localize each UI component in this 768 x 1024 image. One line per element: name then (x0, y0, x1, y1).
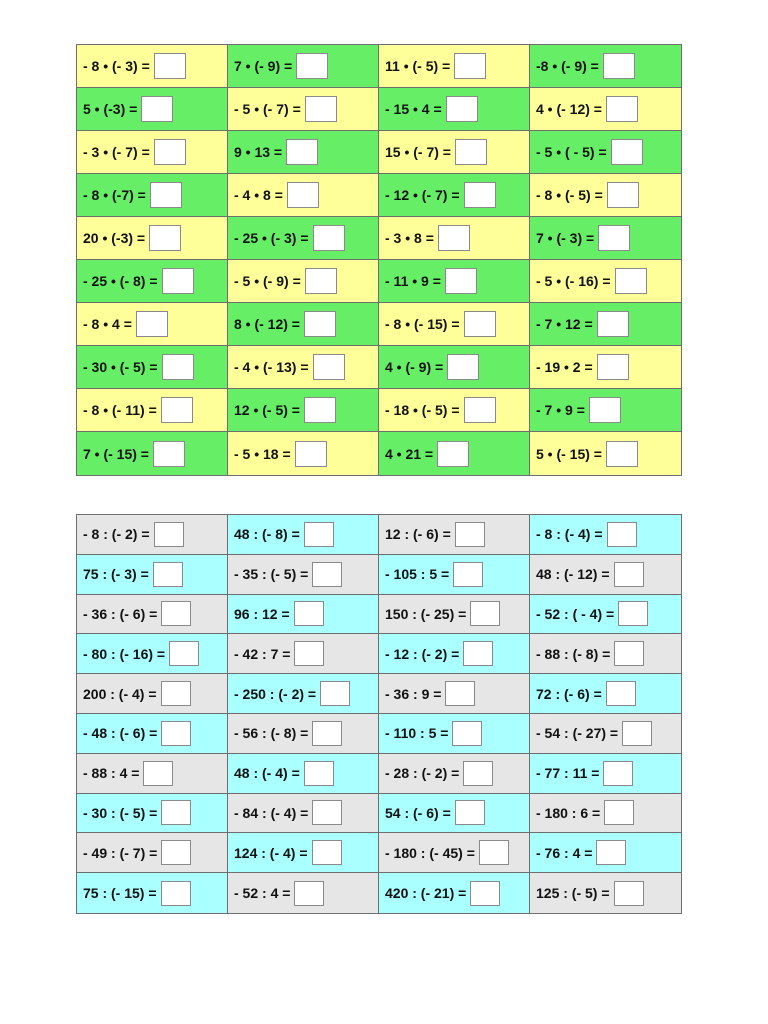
answer-box[interactable] (614, 562, 644, 587)
answer-box[interactable] (438, 225, 470, 251)
answer-box[interactable] (606, 681, 636, 706)
division-expression: - 180 : (- 45) = (385, 844, 475, 861)
answer-box[interactable] (615, 268, 647, 294)
division-cell (530, 674, 681, 714)
multiplication-expression: - 12 • (- 7) = (385, 187, 460, 203)
answer-box[interactable] (455, 139, 487, 165)
multiplication-expression: 7 • (- 15) = (83, 445, 149, 462)
multiplication-expression: - 15 • 4 = (385, 101, 442, 117)
answer-box[interactable] (453, 562, 483, 587)
division-expression: 96 : 12 = (234, 605, 290, 622)
answer-box[interactable] (312, 800, 342, 825)
division-expression: - 180 : 6 = (536, 804, 601, 821)
answer-box[interactable] (313, 225, 345, 251)
answer-box[interactable] (169, 641, 199, 666)
answer-box[interactable] (161, 721, 191, 746)
division-expression: - 12 : (- 2) = (385, 645, 460, 662)
answer-box[interactable] (154, 53, 186, 79)
multiplication-cell (228, 260, 379, 303)
division-cell (379, 515, 530, 555)
division-cell (77, 595, 228, 635)
division-expression: - 28 : (- 2) = (385, 765, 460, 782)
division-expression: - 42 : 7 = (234, 645, 291, 662)
multiplication-cell (530, 260, 681, 303)
multiplication-expression: - 8 • (- 15) = (385, 316, 460, 332)
multiplication-cell (228, 131, 379, 174)
answer-box[interactable] (463, 761, 493, 786)
answer-box[interactable] (618, 601, 648, 626)
multiplication-cell (530, 45, 681, 88)
division-expression: - 105 : 5 = (385, 566, 450, 583)
answer-box[interactable] (445, 681, 475, 706)
division-cell (530, 515, 681, 555)
multiplication-expression: - 5 • ( - 5) = (536, 144, 607, 160)
division-expression: - 56 : (- 8) = (234, 725, 309, 742)
answer-box[interactable] (286, 139, 318, 165)
multiplication-cell (77, 131, 228, 174)
multiplication-cell (379, 131, 530, 174)
multiplication-cell (77, 260, 228, 303)
multiplication-expression: - 11 • 9 = (385, 273, 441, 289)
division-expression: - 250 : (- 2) = (234, 685, 317, 702)
multiplication-expression: 4 • (- 9) = (385, 359, 444, 375)
division-cell (77, 555, 228, 595)
answer-box[interactable] (603, 761, 633, 786)
division-cell (530, 634, 681, 674)
division-expression: - 30 : (- 5) = (83, 804, 158, 821)
division-cell (77, 634, 228, 674)
multiplication-cell (379, 88, 530, 131)
answer-box[interactable] (312, 721, 342, 746)
multiplication-cell (77, 346, 228, 389)
answer-box[interactable] (294, 881, 324, 906)
division-expression: - 54 : (- 27) = (536, 725, 619, 742)
answer-box[interactable] (161, 397, 193, 423)
answer-box[interactable] (452, 721, 482, 746)
multiplication-expression: - 25 • (- 8) = (83, 273, 158, 289)
answer-box[interactable] (136, 311, 168, 337)
answer-box[interactable] (597, 311, 629, 337)
answer-box[interactable] (312, 840, 342, 865)
answer-box[interactable] (455, 522, 485, 547)
answer-box[interactable] (312, 562, 342, 587)
multiplication-cell (379, 389, 530, 432)
answer-box[interactable] (596, 840, 626, 865)
division-cell (530, 595, 681, 635)
multiplication-expression: 7 • (- 9) = (234, 58, 293, 74)
division-expression: 72 : (- 6) = (536, 685, 602, 702)
multiplication-expression: - 25 • (- 3) = (234, 230, 309, 246)
multiplication-expression: - 3 • (- 7) = (83, 144, 150, 160)
multiplication-cell (379, 217, 530, 260)
answer-box[interactable] (162, 354, 194, 380)
answer-box[interactable] (447, 354, 479, 380)
multiplication-cell (530, 432, 681, 475)
division-cell (77, 714, 228, 754)
answer-box[interactable] (614, 881, 644, 906)
division-cell (379, 634, 530, 674)
division-expression: - 35 : (- 5) = (234, 566, 309, 583)
answer-box[interactable] (445, 268, 477, 294)
answer-box[interactable] (304, 397, 336, 423)
division-cell (530, 754, 681, 794)
multiplication-expression: 20 • (-3) = (83, 230, 146, 246)
multiplication-cell (379, 432, 530, 475)
multiplication-expression: 4 • 21 = (385, 445, 434, 462)
division-cell (530, 714, 681, 754)
division-cell (530, 794, 681, 834)
answer-box[interactable] (598, 225, 630, 251)
answer-box[interactable] (162, 268, 194, 294)
division-expression: - 77 : 11 = (536, 765, 600, 782)
multiplication-expression: - 4 • (- 13) = (234, 359, 309, 375)
answer-box[interactable] (154, 139, 186, 165)
multiplication-expression: - 19 • 2 = (536, 359, 593, 375)
multiplication-expression: - 5 • (- 9) = (234, 273, 301, 289)
division-expression: - 36 : (- 6) = (83, 605, 158, 622)
division-expression: 150 : (- 25) = (385, 605, 467, 622)
division-expression: - 80 : (- 16) = (83, 645, 166, 662)
division-cell (228, 754, 379, 794)
multiplication-cell (530, 346, 681, 389)
division-cell (77, 794, 228, 834)
division-expression: - 76 : 4 = (536, 844, 593, 861)
division-expression: 48 : (- 12) = (536, 566, 610, 583)
multiplication-cell (379, 260, 530, 303)
multiplication-expression: - 8 • (- 3) = (83, 58, 150, 74)
division-cell (379, 674, 530, 714)
division-expression: 125 : (- 5) = (536, 885, 610, 902)
multiplication-expression: - 3 • 8 = (385, 230, 434, 246)
answer-box[interactable] (454, 53, 486, 79)
division-expression: - 36 : 9 = (385, 685, 442, 702)
division-cell (228, 674, 379, 714)
answer-box[interactable] (153, 562, 183, 587)
division-cell (530, 833, 681, 873)
division-cell (379, 873, 530, 913)
answer-box[interactable] (294, 641, 324, 666)
answer-box[interactable] (606, 96, 638, 122)
answer-box[interactable] (463, 641, 493, 666)
division-cell (379, 754, 530, 794)
division-cell (530, 555, 681, 595)
answer-box[interactable] (294, 601, 324, 626)
multiplication-cell (77, 217, 228, 260)
answer-box[interactable] (304, 311, 336, 337)
division-expression: 48 : (- 8) = (234, 526, 300, 543)
multiplication-expression: 7 • (- 3) = (536, 230, 595, 246)
answer-box[interactable] (305, 268, 337, 294)
division-cell (228, 595, 379, 635)
multiplication-cell (379, 174, 530, 217)
division-cell (530, 873, 681, 913)
multiplication-expression: 8 • (- 12) = (234, 316, 300, 332)
division-expression: 200 : (- 4) = (83, 685, 157, 702)
division-expression: - 8 : (- 2) = (83, 526, 150, 543)
answer-box[interactable] (161, 800, 191, 825)
division-expression: - 52 : ( - 4) = (536, 605, 615, 622)
division-cell (77, 873, 228, 913)
multiplication-cell (530, 88, 681, 131)
division-cell (77, 833, 228, 873)
division-expression: 124 : (- 4) = (234, 844, 308, 861)
answer-box[interactable] (607, 522, 637, 547)
multiplication-cell (530, 174, 681, 217)
answer-box[interactable] (161, 881, 191, 906)
answer-box[interactable] (607, 182, 639, 208)
multiplication-expression: - 8 • 4 = (83, 316, 132, 332)
multiplication-cell (530, 217, 681, 260)
multiplication-expression: 12 • (- 5) = (234, 402, 300, 418)
multiplication-expression: - 8 • (- 11) = (83, 402, 157, 418)
answer-box[interactable] (604, 800, 634, 825)
multiplication-cell (77, 432, 228, 475)
answer-box[interactable] (437, 441, 469, 467)
multiplication-cell (228, 88, 379, 131)
multiplication-expression: 5 • (-3) = (83, 101, 138, 117)
division-expression: - 88 : (- 8) = (536, 645, 611, 662)
answer-box[interactable] (313, 354, 345, 380)
answer-box[interactable] (464, 182, 496, 208)
answer-box[interactable] (464, 397, 496, 423)
multiplication-expression: - 8 • (- 5) = (536, 187, 603, 203)
answer-box[interactable] (455, 800, 485, 825)
multiplication-cell (530, 389, 681, 432)
division-expression: 12 : (- 6) = (385, 526, 451, 543)
division-expression: - 8 : (- 4) = (536, 526, 603, 543)
division-expression: - 52 : 4 = (234, 885, 291, 902)
multiplication-expression: 15 • (- 7) = (385, 144, 451, 160)
division-expression: - 88 : 4 = (83, 765, 140, 782)
answer-box[interactable] (464, 311, 496, 337)
answer-box[interactable] (597, 354, 629, 380)
multiplication-expression: - 8 • (-7) = (83, 187, 146, 203)
division-expression: - 48 : (- 6) = (83, 725, 158, 742)
answer-box[interactable] (320, 681, 350, 706)
multiplication-expression: 9 • 13 = (234, 144, 283, 160)
answer-box[interactable] (305, 96, 337, 122)
multiplication-cell (77, 303, 228, 346)
answer-box[interactable] (611, 139, 643, 165)
answer-box[interactable] (295, 441, 327, 467)
multiplication-expression: 11 • (- 5) = (385, 58, 451, 74)
multiplication-expression: -8 • (- 9) = (536, 58, 599, 74)
multiplication-cell (379, 303, 530, 346)
multiplication-expression: - 7 • 12 = (536, 316, 593, 332)
multiplication-cell (228, 346, 379, 389)
answer-box[interactable] (150, 182, 182, 208)
multiplication-expression: 4 • (- 12) = (536, 101, 602, 117)
multiplication-cell (379, 45, 530, 88)
division-table (76, 514, 682, 914)
division-expression: - 84 : (- 4) = (234, 804, 309, 821)
division-expression: 48 : (- 4) = (234, 765, 300, 782)
multiplication-expression: - 5 • (- 16) = (536, 273, 611, 289)
division-cell (379, 714, 530, 754)
multiplication-cell (530, 303, 681, 346)
division-cell (228, 555, 379, 595)
division-cell (379, 595, 530, 635)
division-cell (77, 754, 228, 794)
division-cell (228, 515, 379, 555)
division-expression: 75 : (- 3) = (83, 566, 149, 583)
multiplication-cell (77, 174, 228, 217)
answer-box[interactable] (446, 96, 478, 122)
answer-box[interactable] (154, 522, 184, 547)
division-cell (379, 555, 530, 595)
answer-box[interactable] (589, 397, 621, 423)
multiplication-expression: - 5 • 18 = (234, 445, 291, 462)
answer-box[interactable] (296, 53, 328, 79)
multiplication-cell (228, 432, 379, 475)
multiplication-cell (228, 217, 379, 260)
answer-box[interactable] (470, 881, 500, 906)
division-expression: 420 : (- 21) = (385, 885, 467, 902)
multiplication-expression: 5 • (- 15) = (536, 445, 602, 462)
answer-box[interactable] (304, 522, 334, 547)
answer-box[interactable] (606, 441, 638, 467)
answer-box[interactable] (287, 182, 319, 208)
multiplication-cell (379, 346, 530, 389)
division-cell (228, 714, 379, 754)
multiplication-expression: - 7 • 9 = (536, 402, 585, 418)
multiplication-expression: - 5 • (- 7) = (234, 101, 301, 117)
multiplication-cell (228, 174, 379, 217)
division-cell (228, 634, 379, 674)
answer-box[interactable] (141, 96, 173, 122)
multiplication-cell (228, 45, 379, 88)
division-cell (228, 833, 379, 873)
answer-box[interactable] (304, 761, 334, 786)
multiplication-cell (530, 131, 681, 174)
answer-box[interactable] (153, 441, 185, 467)
multiplication-expression: - 30 • (- 5) = (83, 359, 158, 375)
division-cell (228, 873, 379, 913)
answer-box[interactable] (161, 681, 191, 706)
multiplication-cell (77, 45, 228, 88)
multiplication-cell (77, 88, 228, 131)
division-expression: - 110 : 5 = (385, 725, 449, 742)
answer-box[interactable] (622, 721, 652, 746)
multiplication-expression: - 18 • (- 5) = (385, 402, 460, 418)
multiplication-cell (228, 389, 379, 432)
division-cell (379, 833, 530, 873)
division-cell (379, 794, 530, 834)
multiplication-cell (228, 303, 379, 346)
multiplication-expression: - 4 • 8 = (234, 187, 283, 203)
division-expression: - 49 : (- 7) = (83, 844, 158, 861)
answer-box[interactable] (161, 601, 191, 626)
division-cell (228, 794, 379, 834)
answer-box[interactable] (470, 601, 500, 626)
answer-box[interactable] (479, 840, 509, 865)
answer-box[interactable] (143, 761, 173, 786)
division-cell (77, 674, 228, 714)
division-cell (77, 515, 228, 555)
answer-box[interactable] (149, 225, 181, 251)
answer-box[interactable] (161, 840, 191, 865)
division-expression: 54 : (- 6) = (385, 804, 451, 821)
multiplication-cell (77, 389, 228, 432)
answer-box[interactable] (614, 641, 644, 666)
multiplication-table (76, 44, 682, 476)
division-expression: 75 : (- 15) = (83, 885, 157, 902)
answer-box[interactable] (603, 53, 635, 79)
